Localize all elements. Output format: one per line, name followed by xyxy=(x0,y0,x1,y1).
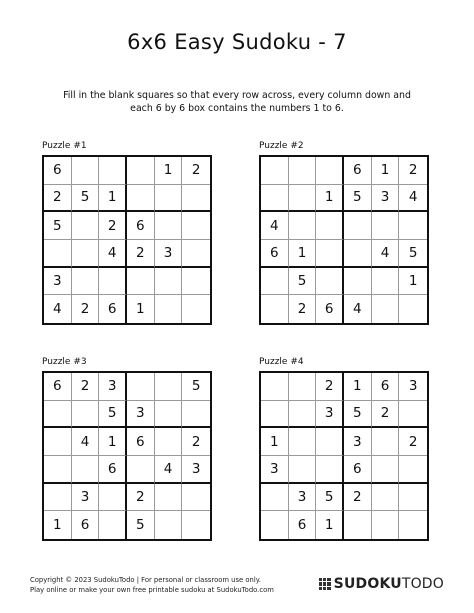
sudoku-cell[interactable]: 3 xyxy=(316,401,344,429)
sudoku-cell[interactable]: 1 xyxy=(399,268,427,296)
sudoku-cell[interactable]: 4 xyxy=(44,295,72,323)
sudoku-cell[interactable] xyxy=(99,511,127,539)
sudoku-cell[interactable] xyxy=(316,157,344,185)
sudoku-cell[interactable] xyxy=(344,268,372,296)
sudoku-cell[interactable]: 4 xyxy=(99,240,127,268)
sudoku-cell[interactable]: 1 xyxy=(344,373,372,401)
sudoku-cell[interactable] xyxy=(155,428,183,456)
puzzle-3-label: Puzzle #3 xyxy=(42,357,87,367)
sudoku-cell[interactable] xyxy=(127,456,155,484)
sudoku-cell[interactable] xyxy=(289,185,317,213)
sudoku-cell[interactable] xyxy=(127,157,155,185)
sudoku-cell[interactable] xyxy=(99,157,127,185)
sudoku-cell[interactable]: 4 xyxy=(344,295,372,323)
sudoku-cell[interactable]: 2 xyxy=(344,484,372,512)
sudoku-cell[interactable]: 5 xyxy=(127,511,155,539)
sudoku-cell[interactable]: 5 xyxy=(289,268,317,296)
sudoku-cell[interactable]: 2 xyxy=(127,240,155,268)
sudoku-cell[interactable] xyxy=(44,428,72,456)
sudoku-cell[interactable]: 1 xyxy=(155,157,183,185)
sudoku-cell[interactable] xyxy=(399,401,427,429)
sudoku-cell[interactable] xyxy=(72,212,100,240)
footer-copyright xyxy=(30,575,274,595)
sudoku-cell[interactable]: 1 xyxy=(44,511,72,539)
sudoku-cell[interactable] xyxy=(316,212,344,240)
sudoku-cell[interactable] xyxy=(155,268,183,296)
sudoku-cell[interactable] xyxy=(72,268,100,296)
sudoku-cell[interactable] xyxy=(155,373,183,401)
sudoku-cell[interactable]: 3 xyxy=(261,456,289,484)
sudoku-cell[interactable] xyxy=(372,268,400,296)
sudoku-cell[interactable] xyxy=(289,428,317,456)
sudoku-cell[interactable]: 6 xyxy=(289,511,317,539)
sudoku-cell[interactable]: 1 xyxy=(127,295,155,323)
logo-text-light: TODO xyxy=(401,576,444,592)
sudoku-cell[interactable] xyxy=(182,401,210,429)
sudoku-cell[interactable]: 1 xyxy=(316,185,344,213)
sudoku-cell[interactable]: 3 xyxy=(344,428,372,456)
sudoku-cell[interactable] xyxy=(344,212,372,240)
sudoku-cell[interactable] xyxy=(399,295,427,323)
sudoku-cell[interactable]: 1 xyxy=(99,185,127,213)
sudoku-cell[interactable]: 4 xyxy=(72,428,100,456)
sudoku-cell[interactable]: 6 xyxy=(261,240,289,268)
sudoku-cell[interactable] xyxy=(261,268,289,296)
sudoku-cell[interactable]: 3 xyxy=(372,185,400,213)
sudoku-cell[interactable]: 1 xyxy=(99,428,127,456)
puzzle-1-grid xyxy=(42,155,212,325)
sudoku-cell[interactable]: 2 xyxy=(399,157,427,185)
sudoku-cell[interactable]: 6 xyxy=(372,373,400,401)
sudoku-cell[interactable]: 2 xyxy=(182,428,210,456)
sudoku-cell[interactable]: 2 xyxy=(372,401,400,429)
sudoku-cell[interactable] xyxy=(372,212,400,240)
sudoku-cell[interactable] xyxy=(261,157,289,185)
sudoku-cell[interactable] xyxy=(155,401,183,429)
sudoku-cell[interactable]: 1 xyxy=(316,511,344,539)
sudoku-cell[interactable]: 2 xyxy=(289,295,317,323)
footer-line-2: Play online or make your own free printable sudoku at SudokuTodo.com xyxy=(30,586,274,594)
sudoku-cell[interactable]: 2 xyxy=(182,157,210,185)
sudoku-cell[interactable]: 3 xyxy=(72,484,100,512)
sudokutodo-logo xyxy=(319,576,444,592)
sudoku-cell[interactable]: 2 xyxy=(127,484,155,512)
sudoku-cell[interactable] xyxy=(182,484,210,512)
sudoku-cell[interactable]: 3 xyxy=(289,484,317,512)
sudoku-cell[interactable] xyxy=(127,373,155,401)
sudoku-cell[interactable]: 6 xyxy=(44,373,72,401)
sudoku-cell[interactable] xyxy=(261,401,289,429)
sudoku-cell[interactable]: 4 xyxy=(372,240,400,268)
sudoku-cell[interactable]: 6 xyxy=(127,428,155,456)
sudoku-cell[interactable]: 2 xyxy=(316,373,344,401)
sudoku-cell[interactable] xyxy=(261,185,289,213)
sudoku-cell[interactable] xyxy=(44,240,72,268)
sudoku-cell[interactable]: 3 xyxy=(399,373,427,401)
sudoku-cell[interactable] xyxy=(44,456,72,484)
sudoku-cell[interactable] xyxy=(372,484,400,512)
sudoku-cell[interactable] xyxy=(155,511,183,539)
sudoku-cell[interactable]: 6 xyxy=(316,295,344,323)
sudoku-cell[interactable]: 5 xyxy=(99,401,127,429)
puzzle-4-label: Puzzle #4 xyxy=(259,357,304,367)
sudoku-cell[interactable]: 6 xyxy=(344,157,372,185)
sudoku-cell[interactable] xyxy=(155,212,183,240)
sudoku-cell[interactable]: 2 xyxy=(44,185,72,213)
sudoku-cell[interactable] xyxy=(261,295,289,323)
sudoku-cell[interactable] xyxy=(316,456,344,484)
sudoku-cell[interactable] xyxy=(316,428,344,456)
sudoku-cell[interactable]: 5 xyxy=(44,212,72,240)
sudoku-cell[interactable]: 6 xyxy=(44,157,72,185)
sudoku-cell[interactable] xyxy=(289,373,317,401)
sudoku-cell[interactable] xyxy=(155,185,183,213)
puzzle-4-grid xyxy=(259,371,429,541)
sudoku-cell[interactable]: 4 xyxy=(261,212,289,240)
sudoku-cell[interactable] xyxy=(316,268,344,296)
page-title: 6x6 Easy Sudoku - 7 xyxy=(127,30,347,54)
sudoku-cell[interactable]: 3 xyxy=(44,268,72,296)
sudoku-cell[interactable] xyxy=(127,268,155,296)
sudoku-cell[interactable] xyxy=(261,484,289,512)
sudoku-cell[interactable] xyxy=(399,212,427,240)
sudoku-cell[interactable] xyxy=(182,295,210,323)
sudoku-cell[interactable] xyxy=(344,511,372,539)
sudoku-cell[interactable]: 5 xyxy=(72,185,100,213)
puzzle-1-label: Puzzle #1 xyxy=(42,141,87,151)
sudoku-cell[interactable] xyxy=(316,240,344,268)
sudoku-cell[interactable] xyxy=(44,484,72,512)
sudoku-cell[interactable] xyxy=(289,456,317,484)
sudoku-cell[interactable]: 5 xyxy=(316,484,344,512)
instructions: Fill in the blank squares so that every row across, every column down and each 6 by 6 box contains the numbers 1 to 6. xyxy=(63,90,411,114)
sudoku-cell[interactable] xyxy=(182,240,210,268)
sudoku-cell[interactable]: 1 xyxy=(289,240,317,268)
puzzle-3-grid xyxy=(42,371,212,541)
sudoku-cell[interactable] xyxy=(44,401,72,429)
sudoku-cell[interactable] xyxy=(99,484,127,512)
sudoku-cell[interactable] xyxy=(155,295,183,323)
grid-logo-icon xyxy=(319,578,331,590)
sudoku-cell[interactable] xyxy=(399,456,427,484)
sudoku-cell[interactable]: 5 xyxy=(344,401,372,429)
sudoku-cell[interactable]: 5 xyxy=(344,185,372,213)
sudoku-cell[interactable]: 4 xyxy=(155,456,183,484)
sudoku-cell[interactable] xyxy=(289,212,317,240)
logo-text-bold: SUDOKU xyxy=(333,576,402,592)
sudoku-cell[interactable] xyxy=(261,373,289,401)
sudoku-cell[interactable]: 3 xyxy=(155,240,183,268)
sudoku-cell[interactable]: 6 xyxy=(127,212,155,240)
sudoku-cell[interactable]: 5 xyxy=(182,373,210,401)
sudoku-cell[interactable] xyxy=(182,185,210,213)
sudoku-cell[interactable]: 3 xyxy=(99,373,127,401)
sudoku-cell[interactable] xyxy=(289,157,317,185)
sudoku-cell[interactable] xyxy=(127,185,155,213)
sudoku-cell[interactable]: 1 xyxy=(372,157,400,185)
sudoku-cell[interactable] xyxy=(182,511,210,539)
sudoku-cell[interactable]: 6 xyxy=(72,511,100,539)
sudoku-cell[interactable]: 4 xyxy=(399,185,427,213)
sudoku-cell[interactable] xyxy=(372,295,400,323)
sudoku-cell[interactable] xyxy=(399,484,427,512)
puzzle-2-label: Puzzle #2 xyxy=(259,141,304,151)
sudoku-cell[interactable] xyxy=(399,511,427,539)
sudoku-cell[interactable] xyxy=(372,428,400,456)
sudoku-cell[interactable]: 5 xyxy=(399,240,427,268)
sudoku-cell[interactable] xyxy=(261,511,289,539)
sudoku-cell[interactable]: 2 xyxy=(399,428,427,456)
sudoku-cell[interactable] xyxy=(372,511,400,539)
sudoku-cell[interactable] xyxy=(72,401,100,429)
puzzle-2-grid xyxy=(259,155,429,325)
sudoku-cell[interactable]: 2 xyxy=(72,373,100,401)
sudoku-cell[interactable]: 2 xyxy=(72,295,100,323)
sudoku-cell[interactable] xyxy=(182,268,210,296)
sudoku-cell[interactable] xyxy=(344,240,372,268)
sudoku-cell[interactable]: 1 xyxy=(261,428,289,456)
sudoku-cell[interactable] xyxy=(72,157,100,185)
sudoku-cell[interactable] xyxy=(372,456,400,484)
sudoku-cell[interactable]: 2 xyxy=(99,212,127,240)
sudoku-cell[interactable]: 6 xyxy=(99,295,127,323)
footer-line-1: Copyright © 2023 SudokuTodo | For personal or classroom use only. xyxy=(30,576,261,584)
sudoku-cell[interactable] xyxy=(99,268,127,296)
sudoku-cell[interactable] xyxy=(289,401,317,429)
sudoku-cell[interactable]: 6 xyxy=(99,456,127,484)
sudoku-cell[interactable]: 6 xyxy=(344,456,372,484)
sudoku-cell[interactable] xyxy=(72,456,100,484)
sudoku-cell[interactable] xyxy=(182,212,210,240)
sudoku-cell[interactable]: 3 xyxy=(182,456,210,484)
sudoku-cell[interactable] xyxy=(72,240,100,268)
sudoku-cell[interactable]: 3 xyxy=(127,401,155,429)
sudoku-cell[interactable] xyxy=(155,484,183,512)
